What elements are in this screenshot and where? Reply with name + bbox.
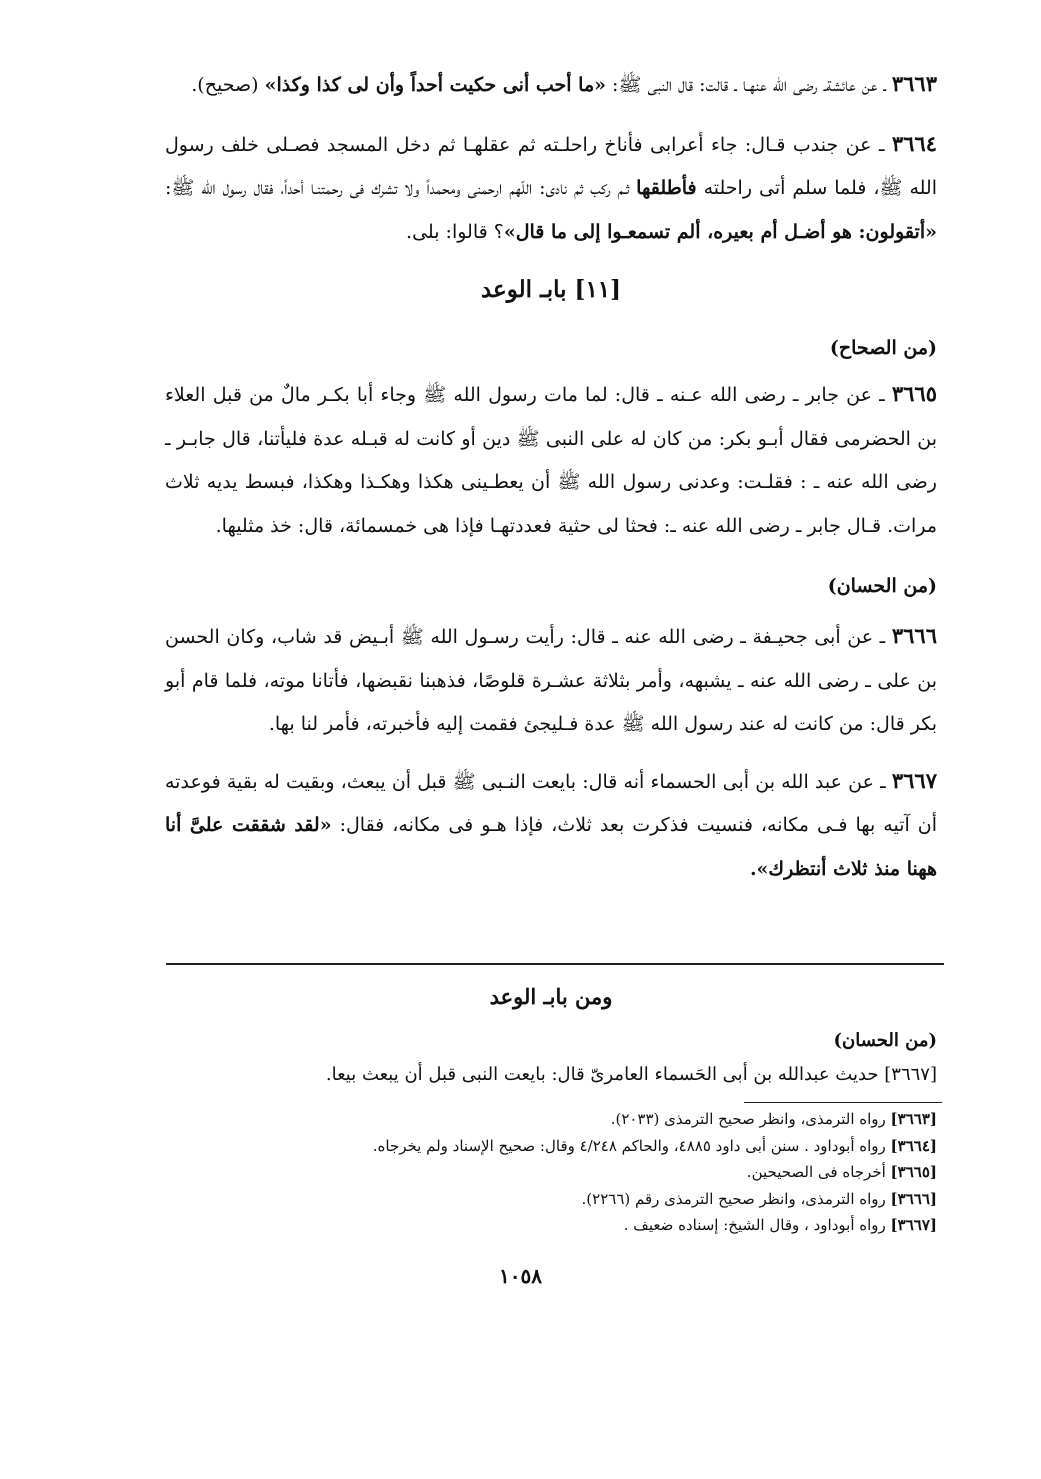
- hadith-3667: [165, 759, 937, 892]
- footnote: [165, 1133, 937, 1160]
- hadith-text: ـ عن عبد الله بن أبى الحسماء أنه قال: بايعت النـبى ﷺ قبل أن يبعث، وبقيت له بقية فوعدته أن آتيه بها فـى مكانه، فنسيت فذكرت بعد ثلاث، فإذا هـو فى مكانه، فقال:: [165, 770, 937, 836]
- section-label-sahih: (من الصحاح): [829, 337, 937, 359]
- hadith-text: ـ عن جابر ـ رضى الله عـنه ـ قال: لما مات رسول الله ﷺ وجاء أبا بكـر مالٌ من قبل العلاء بن الحضرمى فقال أبـو بكر: من كان له على النبى ﷺ دين أو كانت له قبـله عدة فليأتنا، قال جابـر ـ رضى الله عنه ـ : فقلـت: وعدنى رسول الله ﷺ أن يعطـينى هكذا وهكـذا وهكذا، فبسط يديه ثلاث مرات. قـال جابر ـ رضى الله عنه ـ: فحثا لى حثية فعددتهـا فإذا هى خمسمائة، قال: خذ مثليها.: [165, 384, 937, 537]
- prophetic-quote: «لقد شققت علىَّ أنا ههنا منذ ثلاث أنتظرك».: [165, 814, 937, 880]
- footnote-number: [٣٦٦٧]: [890, 1216, 937, 1234]
- footnote-text: رواه أبوداود ، وقال الشيخ: إسناده ضعيف .: [623, 1216, 891, 1234]
- footnote: [165, 1159, 937, 1186]
- footnote-number: [٣٦٦٦]: [890, 1189, 937, 1208]
- footnote-text: أخرجاه فى الصحيحين.: [746, 1163, 891, 1181]
- section-label-hasan: (من الحسان): [827, 575, 937, 597]
- footnote-text: رواه الترمذى، وانظر صحيح الترمذى رقم (٢٢٦٦).: [581, 1189, 891, 1208]
- hadith-3666: [165, 614, 937, 747]
- bold-word: فأطلقها: [636, 177, 697, 199]
- prophetic-quote: «ما أحب أنى حكيت أحداً وأن لى كذا وكذا»: [264, 74, 607, 96]
- footnote: [165, 1106, 937, 1133]
- footnotes: [165, 1106, 937, 1239]
- footnote: [165, 1212, 937, 1239]
- footnote-number: [٣٦٦٥]: [890, 1163, 937, 1181]
- grading: (صحيح).: [191, 74, 265, 96]
- footnote-divider: [744, 1102, 942, 1103]
- prophetic-quote: «أتقولون: هو أضـل أم بعيره، ألم تسمعـوا إلى ما قال»: [503, 220, 937, 243]
- notes-label: (من الحسان): [833, 1030, 937, 1051]
- hadith-3665: [165, 372, 937, 548]
- chapter-title: [١١] بابـ الوعد: [480, 276, 622, 303]
- notes-title: ومن بابـ الوعد: [489, 984, 613, 1009]
- hadith-number: ٣٦٦٤: [891, 130, 937, 156]
- main-text: [165, 62, 937, 891]
- hadith-3664: [165, 122, 937, 255]
- page-number: ١٠٥٨: [499, 1264, 542, 1288]
- hadith-number: ٣٦٦٣: [891, 71, 937, 96]
- hadith-text: ؟ قالوا: بلى.: [406, 220, 504, 243]
- footnote-number: [٣٦٦٤]: [890, 1136, 937, 1155]
- footnote: [165, 1186, 937, 1213]
- notes-line: [٣٦٦٧] حديث عبدالله بن أبى الحَسماء العامرىّ قال: بايعت النبى قبل أن يبعث بيعا.: [325, 1064, 937, 1085]
- hadith-number: ٣٦٦٦: [891, 623, 937, 648]
- hadith-text: ـ عن جندب قـال: جاء أعرابى فأناخ راحلـته ثم عقلهـا ثم دخل المسجد فصـلى خلف رسول الله ﷺ، فلما سلم أتى راحلته: [165, 133, 937, 199]
- footnote-text: رواه أبوداود . سنن أبى داود ٤٨٨٥، والحاكم ٤/٢٤٨ وقال: صحيح الإسناد ولم يخرجاه.: [372, 1136, 891, 1155]
- hadith-number: ٣٦٦٧: [891, 767, 937, 793]
- footnote-number: [٣٦٦٣]: [890, 1110, 937, 1128]
- hadith-text: ثـم ركب ثم نادى: اللّهم ارحمنى ومحمداً ولا تشرك فى رحمتنـا أحداً، فقال رسول الله ﷺ:: [165, 177, 637, 199]
- hadith-text: ـ عن عائشةـ رضى الله عنهـا ـ قالت: قال النبى ﷺ:: [606, 74, 892, 96]
- section-divider: [166, 963, 944, 965]
- hadith-3663: [165, 62, 937, 108]
- hadith-number: ٣٦٦٥: [891, 381, 937, 406]
- notes-section: [165, 980, 937, 1092]
- hadith-text: ـ عن أبى جحيـفة ـ رضى الله عنه ـ قال: رأيت رسـول الله ﷺ أبـيض قد شاب، وكان الحسن بن على ـ رضى الله عنه ـ يشبهه، وأمر بثلاثة عشـرة قلوصًا، فذهبنا نقبضها، فأتانا موته، فلما قام أبو بكر قال: من كانت له عند رسول الله ﷺ عدة فـليجئ فقمت إليه فأخبرته، فأمر لنا بها.: [165, 626, 937, 735]
- footnote-text: رواه الترمذى، وانظر صحيح الترمذى (٢٠٣٣).: [610, 1110, 891, 1128]
